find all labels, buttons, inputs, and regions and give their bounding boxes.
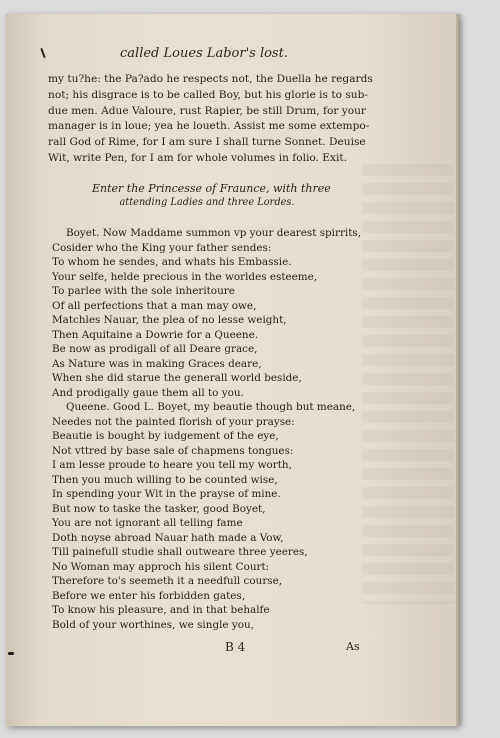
- prose-line: not; his disgrace is to be called Boy, but his glorie is to sub-: [48, 88, 368, 101]
- verse-line: To parlee with the sole inheritoure: [52, 285, 235, 297]
- verse-line: I am lesse proude to heare you tell my worth,: [52, 459, 292, 471]
- stage-direction-line: Enter the Princesse of Fraunce, with three: [92, 182, 331, 195]
- verse-line: Be now as prodigall of all Deare grace,: [52, 343, 258, 355]
- prose-line: due men. Adue Valoure, rust Rapier, be still Drum, for your: [48, 104, 366, 117]
- verse-line: Then Aquitaine a Dowrie for a Queene.: [52, 328, 259, 341]
- prose-line: Wit, write Pen, for I am for whole volumes in folio. Exit.: [48, 151, 348, 164]
- verse-line: Of all perfections that a man may owe,: [52, 299, 257, 312]
- verse-line: Matchles Nauar, the plea of no lesse weight,: [52, 314, 287, 326]
- verse-line: Till painefull studie shall outweare three yeeres,: [52, 546, 308, 558]
- verse-line: As Nature was in making Graces deare,: [52, 357, 262, 370]
- verse-line: To know his pleasure, and in that behalfe: [52, 604, 270, 616]
- prose-block: [48, 72, 378, 167]
- verse-line: Your selfe, helde precious in the worldes esteeme,: [52, 270, 318, 283]
- verse-line: And prodigally gaue them all to you.: [52, 386, 244, 399]
- prose-line: manager is in loue; yea he loueth. Assist me some extempo-: [48, 120, 370, 133]
- verse-line: To whom he sendes, and whats his Embassie.: [52, 256, 292, 268]
- verse-block: [52, 226, 382, 632]
- verse-line: Doth noyse abroad Nauar hath made a Vow,: [52, 531, 284, 544]
- stage-direction: [92, 182, 331, 208]
- verse-line: Cosider who the King your father sendes:: [52, 241, 272, 254]
- verse-line: Not vttred by base sale of chapmens tongues:: [52, 444, 294, 457]
- verse-line: Queene. Good L. Boyet, my beautie though but meane,: [66, 401, 356, 413]
- verse-line: Boyet. Now Maddame summon vp your dearest spirrits,: [66, 227, 362, 239]
- verse-line: Needes not the painted florish of your prayse:: [52, 415, 295, 428]
- verse-line: Then you much willing to be counted wise,: [52, 473, 278, 486]
- verse-line: But now to taske the tasker, good Boyet,: [52, 502, 266, 515]
- verse-line: When she did starue the generall world beside,: [52, 372, 302, 384]
- running-title: called Loues Labor's lost.: [120, 46, 288, 61]
- prose-line: rall God of Rime, for I am sure I shall turne Sonnet. Deuise: [48, 136, 366, 149]
- page-edge-shadow: [456, 14, 464, 726]
- signature-mark: B 4: [225, 640, 246, 654]
- verse-line: Beautie is bought by iudgement of the eye,: [52, 430, 279, 442]
- prose-line: my tu?he: the Pa?ado he respects not, the Duella he regards: [48, 73, 373, 85]
- verse-line: You are not ignorant all telling fame: [52, 517, 243, 529]
- ink-blot: [8, 652, 14, 655]
- stage-direction-line: attending Ladies and three Lordes.: [119, 197, 295, 208]
- verse-line: Bold of your worthines, we single you,: [52, 618, 254, 631]
- verse-line: Therefore to's seemeth it a needfull course,: [52, 575, 283, 587]
- verse-line: Before we enter his forbidden gates,: [52, 589, 246, 602]
- verse-line: In spending your Wit in the prayse of mine.: [52, 488, 281, 500]
- catchword: As: [346, 640, 360, 653]
- verse-line: No Woman may approch his silent Court:: [52, 560, 270, 573]
